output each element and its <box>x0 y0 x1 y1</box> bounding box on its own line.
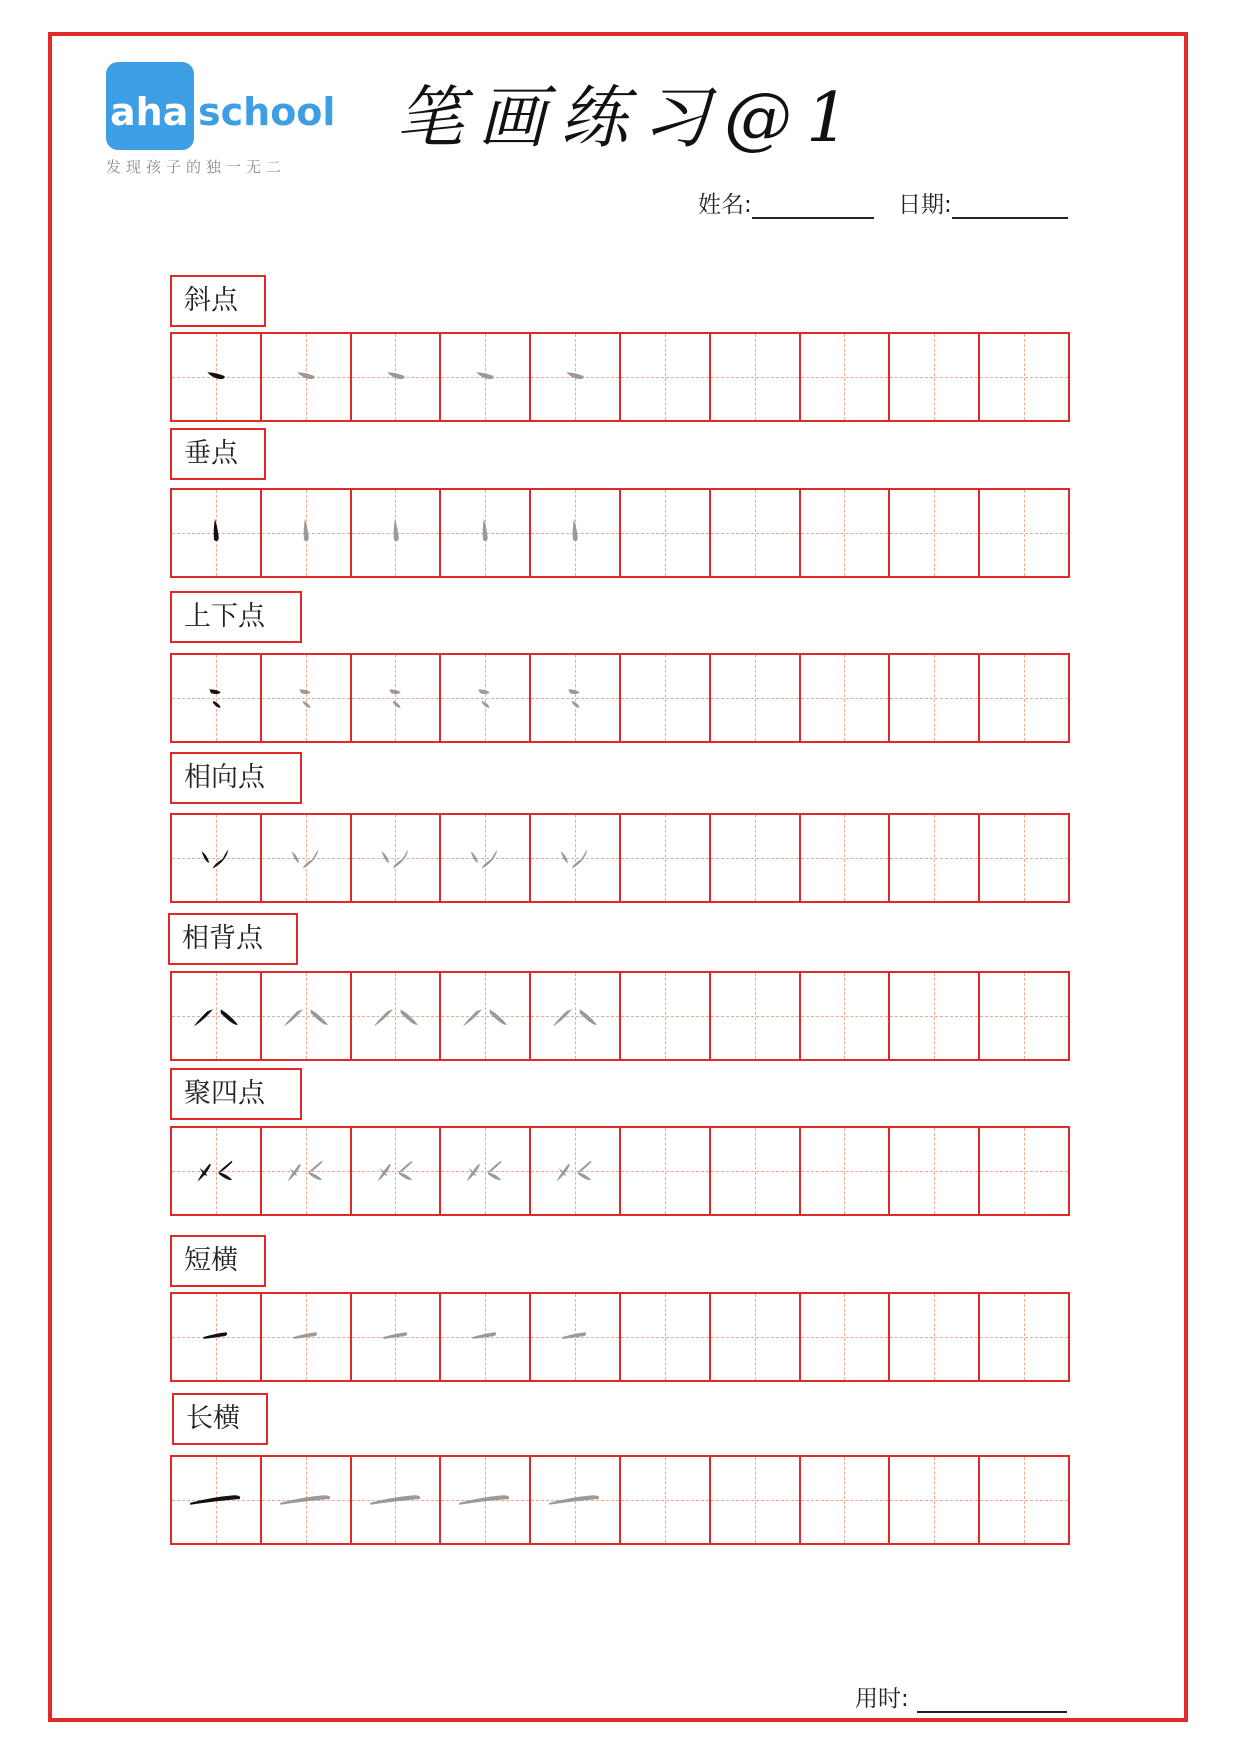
trace-stroke-chang-heng <box>352 1457 440 1543</box>
name-line[interactable] <box>752 195 874 219</box>
trace-stroke-xie-dian <box>352 334 440 420</box>
trace-stroke-xiang-bei-dian <box>352 973 440 1059</box>
trace-stroke-chui-dian <box>441 490 529 576</box>
trace-cell[interactable] <box>352 655 442 741</box>
trace-cell[interactable] <box>262 973 352 1059</box>
trace-stroke-duan-heng <box>441 1294 529 1380</box>
trace-cell[interactable] <box>441 1294 531 1380</box>
practice-row-xiang-xiang-dian <box>170 813 1070 903</box>
trace-cell[interactable] <box>531 1457 621 1543</box>
blank-cell[interactable] <box>711 1294 801 1380</box>
name-label: 姓名: <box>698 192 752 218</box>
trace-stroke-chang-heng <box>262 1457 350 1543</box>
blank-cell[interactable] <box>890 334 980 420</box>
blank-cell[interactable] <box>621 973 711 1059</box>
trace-cell[interactable] <box>441 490 531 576</box>
model-cell <box>172 973 262 1059</box>
blank-cell[interactable] <box>890 973 980 1059</box>
logo-school-text: school <box>198 90 336 134</box>
trace-stroke-ju-si-dian <box>531 1128 619 1214</box>
model-cell <box>172 334 262 420</box>
trace-stroke-xiang-bei-dian <box>262 973 350 1059</box>
trace-cell[interactable] <box>531 655 621 741</box>
trace-cell[interactable] <box>531 490 621 576</box>
trace-stroke-xie-dian <box>441 334 529 420</box>
section-label-duan-heng: 短横 <box>170 1235 266 1287</box>
blank-cell[interactable] <box>801 334 891 420</box>
trace-stroke-ju-si-dian <box>262 1128 350 1214</box>
trace-stroke-xiang-bei-dian <box>441 973 529 1059</box>
trace-cell[interactable] <box>262 334 352 420</box>
blank-cell[interactable] <box>980 815 1068 901</box>
trace-cell[interactable] <box>441 815 531 901</box>
name-field[interactable] <box>698 186 874 219</box>
trace-cell[interactable] <box>352 490 442 576</box>
trace-stroke-ju-si-dian <box>352 1128 440 1214</box>
trace-cell[interactable] <box>262 815 352 901</box>
practice-row-xie-dian <box>170 332 1070 422</box>
blank-cell[interactable] <box>980 334 1068 420</box>
trace-cell[interactable] <box>441 334 531 420</box>
model-stroke-chui-dian <box>172 490 260 576</box>
model-stroke-ju-si-dian <box>172 1128 260 1214</box>
blank-cell[interactable] <box>890 1457 980 1543</box>
trace-stroke-xiang-xiang-dian <box>352 815 440 901</box>
date-label: 日期: <box>898 192 952 218</box>
blank-cell[interactable] <box>621 1457 711 1543</box>
trace-stroke-xie-dian <box>262 334 350 420</box>
section-label-chui-dian: 垂点 <box>170 428 266 480</box>
trace-stroke-duan-heng <box>531 1294 619 1380</box>
section-label-chang-heng: 长横 <box>172 1393 268 1445</box>
blank-cell[interactable] <box>801 1457 891 1543</box>
section-label-ju-si-dian: 聚四点 <box>170 1068 302 1120</box>
trace-stroke-xiang-xiang-dian <box>262 815 350 901</box>
trace-stroke-shang-xia-dian <box>262 655 350 741</box>
logo-tagline: 发现孩子的独一无二 <box>106 158 287 176</box>
trace-cell[interactable] <box>352 973 442 1059</box>
trace-stroke-chui-dian <box>352 490 440 576</box>
model-cell <box>172 815 262 901</box>
model-cell <box>172 655 262 741</box>
blank-cell[interactable] <box>711 1128 801 1214</box>
blank-cell[interactable] <box>711 334 801 420</box>
trace-cell[interactable] <box>262 1294 352 1380</box>
blank-cell[interactable] <box>801 1294 891 1380</box>
trace-cell[interactable] <box>441 973 531 1059</box>
model-stroke-xiang-xiang-dian <box>172 815 260 901</box>
blank-cell[interactable] <box>890 1128 980 1214</box>
logo-box <box>106 62 194 150</box>
practice-row-chang-heng <box>170 1455 1070 1545</box>
trace-cell[interactable] <box>441 1457 531 1543</box>
date-field[interactable] <box>898 186 1068 219</box>
trace-cell[interactable] <box>262 1457 352 1543</box>
trace-cell[interactable] <box>262 490 352 576</box>
blank-cell[interactable] <box>980 1457 1068 1543</box>
blank-cell[interactable] <box>801 655 891 741</box>
trace-stroke-xiang-xiang-dian <box>531 815 619 901</box>
blank-cell[interactable] <box>980 1294 1068 1380</box>
trace-stroke-xie-dian <box>531 334 619 420</box>
time-label: 用时: <box>855 1686 909 1712</box>
trace-stroke-shang-xia-dian <box>531 655 619 741</box>
model-stroke-shang-xia-dian <box>172 655 260 741</box>
trace-stroke-shang-xia-dian <box>352 655 440 741</box>
trace-stroke-xiang-xiang-dian <box>441 815 529 901</box>
practice-row-xiang-bei-dian <box>170 971 1070 1061</box>
blank-cell[interactable] <box>801 815 891 901</box>
trace-stroke-chui-dian <box>531 490 619 576</box>
blank-cell[interactable] <box>980 973 1068 1059</box>
blank-cell[interactable] <box>621 490 711 576</box>
model-stroke-chang-heng <box>172 1457 260 1543</box>
page-title: 笔画练习@1 <box>396 79 864 158</box>
blank-cell[interactable] <box>801 973 891 1059</box>
model-cell <box>172 490 262 576</box>
blank-cell[interactable] <box>711 815 801 901</box>
trace-cell[interactable] <box>352 1457 442 1543</box>
trace-stroke-xiang-bei-dian <box>531 973 619 1059</box>
date-line[interactable] <box>952 195 1068 219</box>
trace-cell[interactable] <box>531 815 621 901</box>
trace-stroke-chui-dian <box>262 490 350 576</box>
blank-cell[interactable] <box>711 1457 801 1543</box>
time-field[interactable] <box>855 1680 1067 1713</box>
blank-cell[interactable] <box>621 334 711 420</box>
blank-cell[interactable] <box>980 655 1068 741</box>
model-stroke-xie-dian <box>172 334 260 420</box>
trace-cell[interactable] <box>441 655 531 741</box>
blank-cell[interactable] <box>980 490 1068 576</box>
blank-cell[interactable] <box>621 655 711 741</box>
model-cell <box>172 1457 262 1543</box>
blank-cell[interactable] <box>711 490 801 576</box>
section-label-xiang-bei-dian: 相背点 <box>168 913 298 965</box>
trace-cell[interactable] <box>352 334 442 420</box>
blank-cell[interactable] <box>711 973 801 1059</box>
practice-row-duan-heng <box>170 1292 1070 1382</box>
blank-cell[interactable] <box>890 1294 980 1380</box>
blank-cell[interactable] <box>890 490 980 576</box>
blank-cell[interactable] <box>980 1128 1068 1214</box>
trace-cell[interactable] <box>531 334 621 420</box>
trace-stroke-chang-heng <box>531 1457 619 1543</box>
model-stroke-duan-heng <box>172 1294 260 1380</box>
blank-cell[interactable] <box>890 655 980 741</box>
trace-cell[interactable] <box>352 815 442 901</box>
practice-row-chui-dian <box>170 488 1070 578</box>
trace-cell[interactable] <box>262 1128 352 1214</box>
trace-cell[interactable] <box>262 655 352 741</box>
section-label-shang-xia-dian: 上下点 <box>170 591 302 643</box>
trace-stroke-duan-heng <box>262 1294 350 1380</box>
blank-cell[interactable] <box>621 1128 711 1214</box>
trace-cell[interactable] <box>531 1128 621 1214</box>
blank-cell[interactable] <box>621 1294 711 1380</box>
model-stroke-xiang-bei-dian <box>172 973 260 1059</box>
section-label-xie-dian: 斜点 <box>170 275 266 327</box>
blank-cell[interactable] <box>711 655 801 741</box>
trace-stroke-duan-heng <box>352 1294 440 1380</box>
trace-cell[interactable] <box>352 1128 442 1214</box>
logo <box>106 62 336 182</box>
trace-cell[interactable] <box>531 1294 621 1380</box>
trace-cell[interactable] <box>531 973 621 1059</box>
blank-cell[interactable] <box>621 815 711 901</box>
practice-row-ju-si-dian <box>170 1126 1070 1216</box>
trace-cell[interactable] <box>352 1294 442 1380</box>
logo-aha-text: aha <box>110 90 189 134</box>
blank-cell[interactable] <box>801 490 891 576</box>
section-label-xiang-xiang-dian: 相向点 <box>170 752 302 804</box>
trace-stroke-ju-si-dian <box>441 1128 529 1214</box>
trace-cell[interactable] <box>441 1128 531 1214</box>
trace-stroke-chang-heng <box>441 1457 529 1543</box>
model-cell <box>172 1128 262 1214</box>
trace-stroke-shang-xia-dian <box>441 655 529 741</box>
time-line[interactable] <box>917 1689 1067 1713</box>
practice-row-shang-xia-dian <box>170 653 1070 743</box>
blank-cell[interactable] <box>890 815 980 901</box>
model-cell <box>172 1294 262 1380</box>
blank-cell[interactable] <box>801 1128 891 1214</box>
